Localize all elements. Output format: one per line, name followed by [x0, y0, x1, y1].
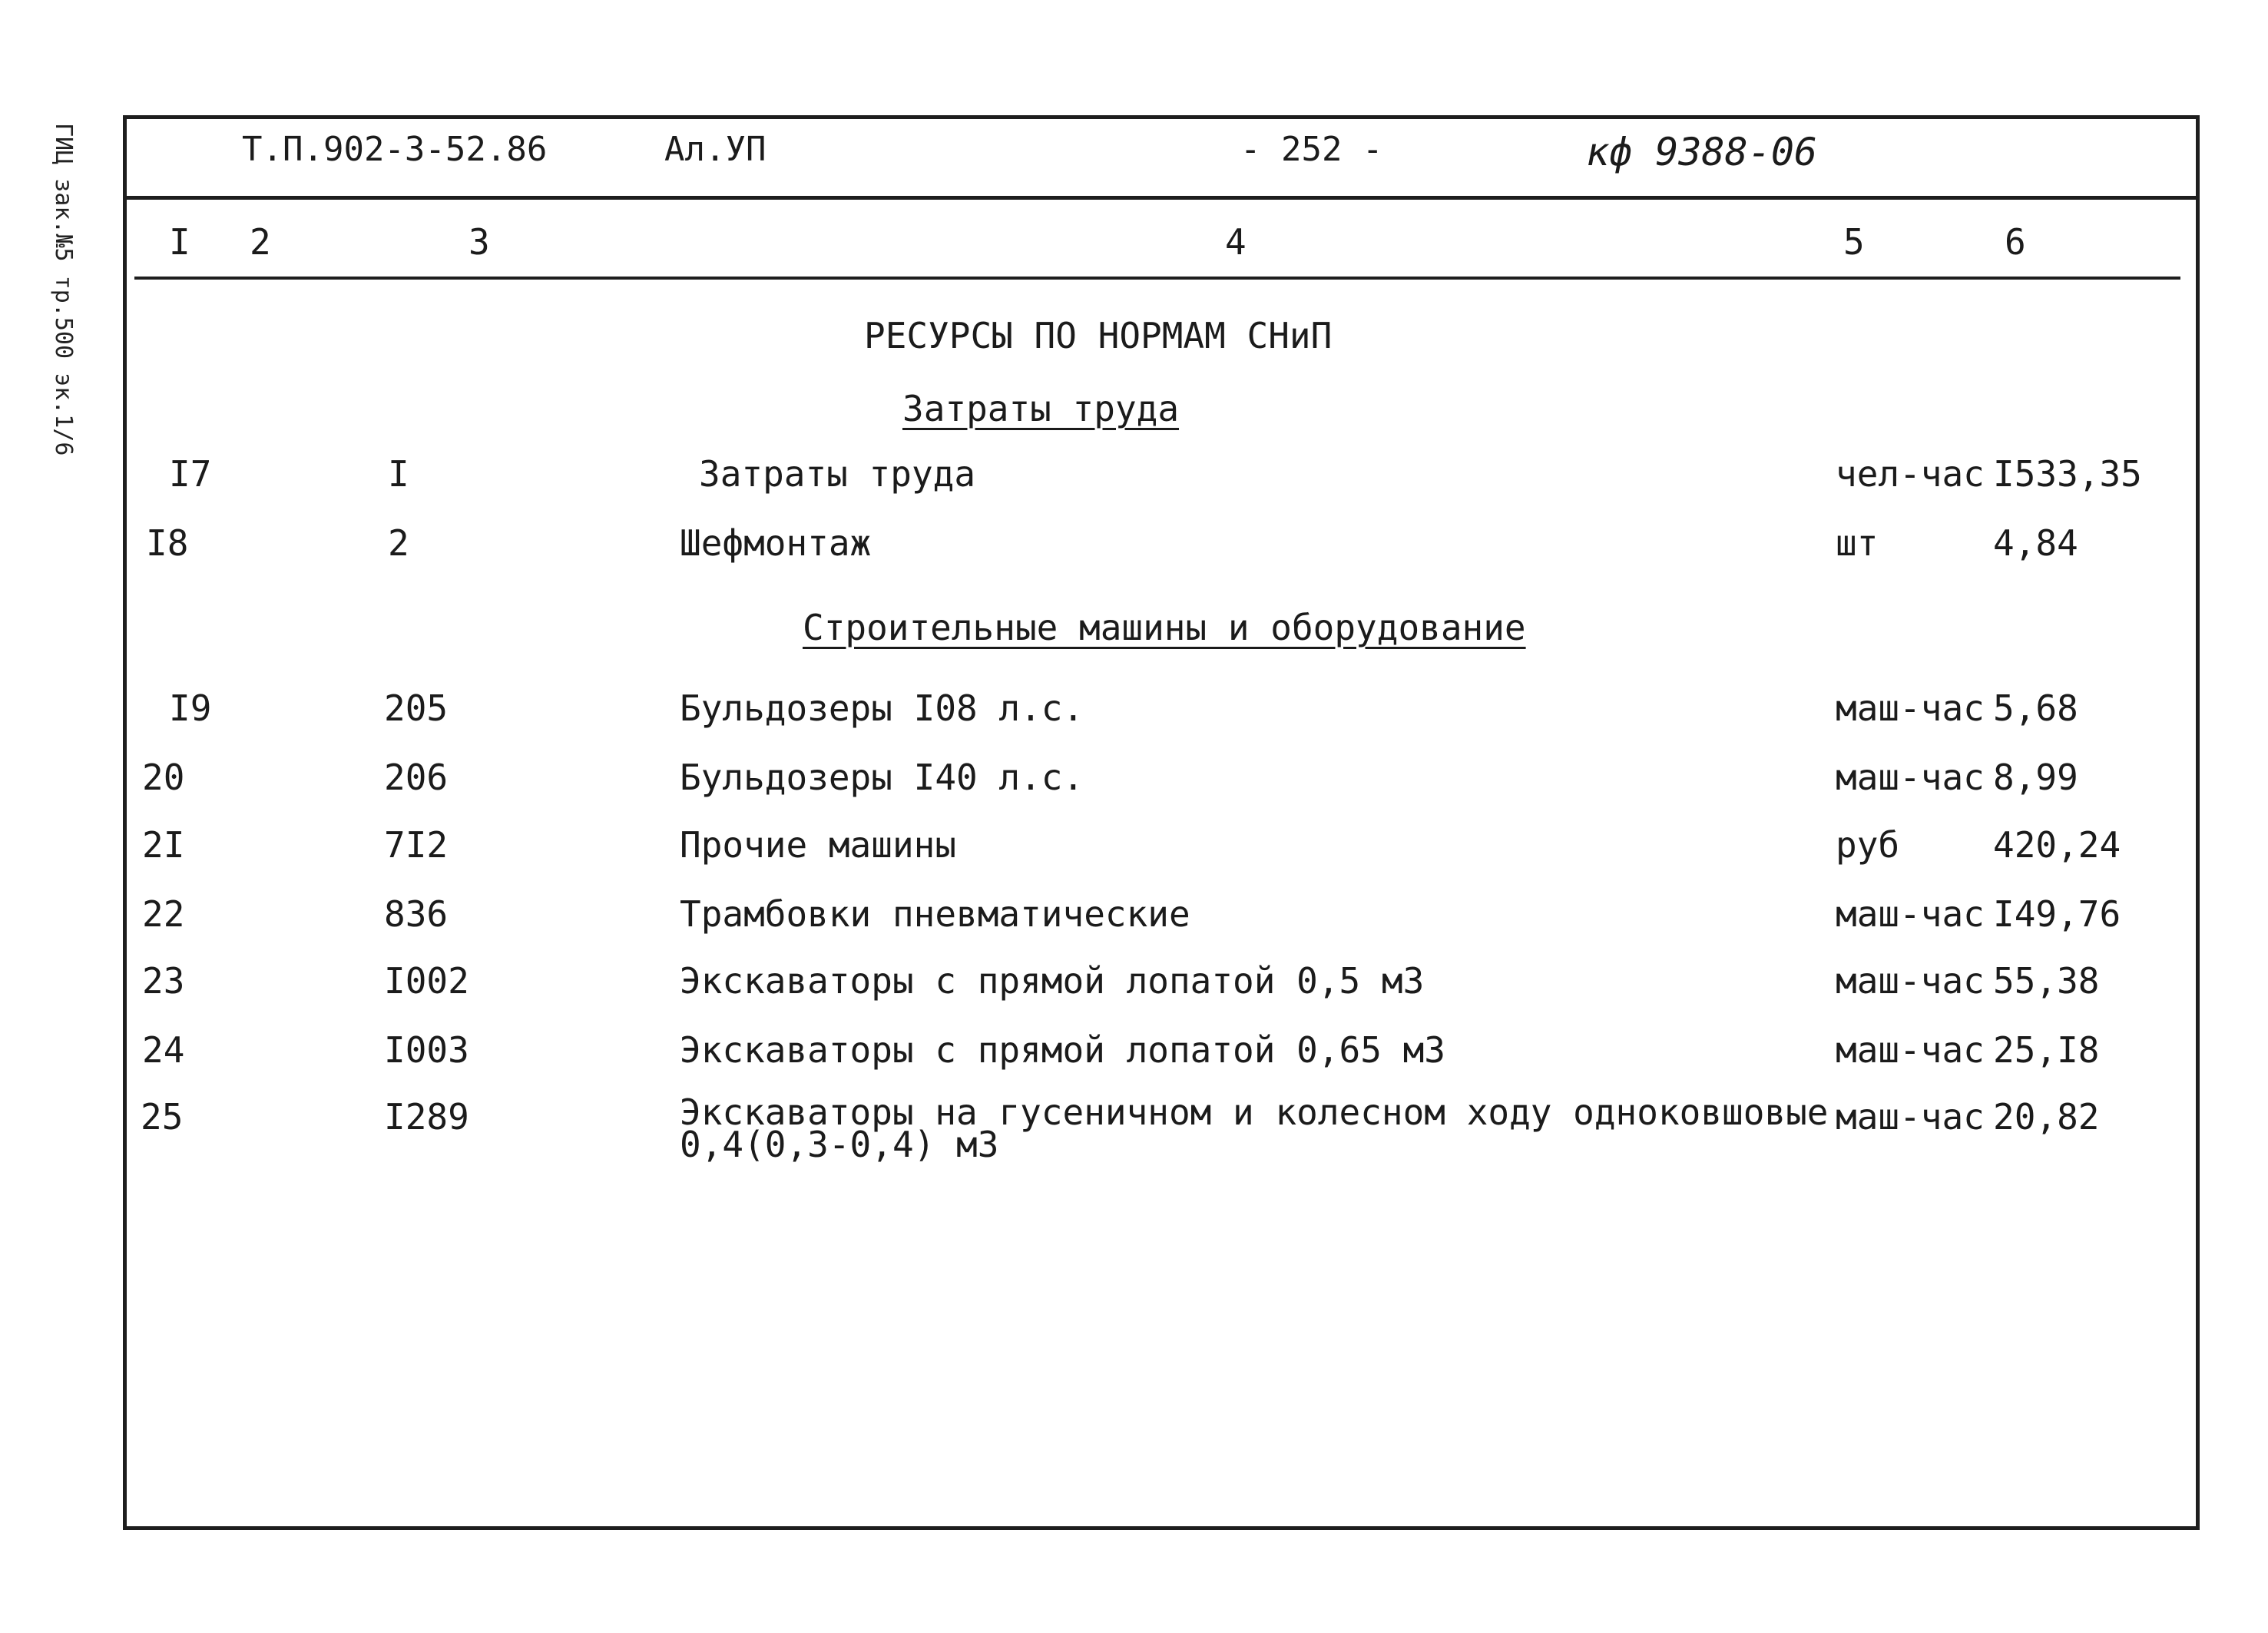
unit: шт [1836, 522, 1879, 564]
resource-name: Шефмонтаж [680, 522, 872, 564]
resource-name: Трамбовки пневматические [680, 893, 1190, 935]
column-number: 5 [1843, 221, 1865, 263]
header-stamp [127, 119, 2196, 200]
unit: маш-час [1836, 1029, 1985, 1071]
resource-code: 205 [384, 687, 449, 729]
resource-code: 206 [384, 757, 449, 798]
column-number: 6 [2005, 221, 2026, 263]
resource-code: 7I2 [384, 824, 449, 866]
resource-code: 836 [384, 893, 449, 935]
quantity: I533,35 [1993, 453, 2142, 495]
quantity: 20,82 [1993, 1096, 2100, 1138]
album-label: Ал.УП [664, 130, 766, 169]
column-number: 2 [250, 221, 271, 263]
row-number: 24 [142, 1029, 185, 1071]
row-number: 25 [141, 1096, 184, 1138]
quantity: 55,38 [1993, 960, 2100, 1002]
resource-name: Экскаваторы на гусеничном и колесном ходу одноковшовые 0,4(0,3-0,4) м3 [680, 1091, 1829, 1165]
resource-code: 2 [388, 522, 409, 564]
page-number: - 252 - [1240, 130, 1383, 169]
resource-name: Затраты труда [699, 453, 976, 495]
unit: маш-час [1836, 960, 1985, 1002]
quantity: 25,I8 [1993, 1029, 2100, 1071]
row-number: I8 [146, 522, 189, 564]
resource-code: I003 [384, 1029, 469, 1071]
column-number: 3 [468, 221, 490, 263]
quantity: I49,76 [1993, 893, 2121, 935]
row-number: 23 [142, 960, 185, 1002]
unit: чел-час [1836, 453, 1985, 495]
resource-code: I002 [384, 960, 469, 1002]
unit: маш-час [1836, 893, 1985, 935]
resource-code: I289 [384, 1096, 469, 1138]
row-number: 20 [142, 757, 185, 798]
column-number: I [169, 221, 190, 263]
section-title-machines: Строительные машины и оборудование [803, 607, 1526, 648]
resource-name: Бульдозеры I08 л.с. [680, 687, 1084, 729]
quantity: 4,84 [1993, 522, 2078, 564]
main-title: РЕСУРСЫ ПО НОРМАМ СНиП [864, 315, 1333, 356]
section-title-labor: Затраты труда [902, 388, 1180, 429]
unit: маш-час [1836, 1096, 1985, 1138]
column-number: 4 [1225, 221, 1247, 263]
unit: маш-час [1836, 757, 1985, 798]
row-number: I9 [169, 687, 212, 729]
project-code: Т.П.902-3-52.86 [242, 130, 548, 169]
side-margin-note: ГИЦ зак.№5 тр.500 эк.1/6 [50, 123, 77, 456]
resource-name: Экскаваторы с прямой лопатой 0,65 м3 [680, 1029, 1445, 1071]
resource-name: Прочие машины [680, 824, 957, 866]
row-number: I7 [169, 453, 212, 495]
column-number-row [134, 200, 2180, 280]
resource-code: I [388, 453, 409, 495]
row-number: 2I [142, 824, 185, 866]
resource-name: Экскаваторы с прямой лопатой 0,5 м3 [680, 960, 1425, 1002]
quantity: 420,24 [1993, 824, 2121, 866]
quantity: 8,99 [1993, 757, 2078, 798]
unit: руб [1836, 824, 1900, 866]
document-code: кф 9388-06 [1586, 130, 1818, 174]
unit: маш-час [1836, 687, 1985, 729]
resource-name: Бульдозеры I40 л.с. [680, 757, 1084, 798]
row-number: 22 [142, 893, 185, 935]
document-frame [123, 115, 2200, 1530]
quantity: 5,68 [1993, 687, 2078, 729]
